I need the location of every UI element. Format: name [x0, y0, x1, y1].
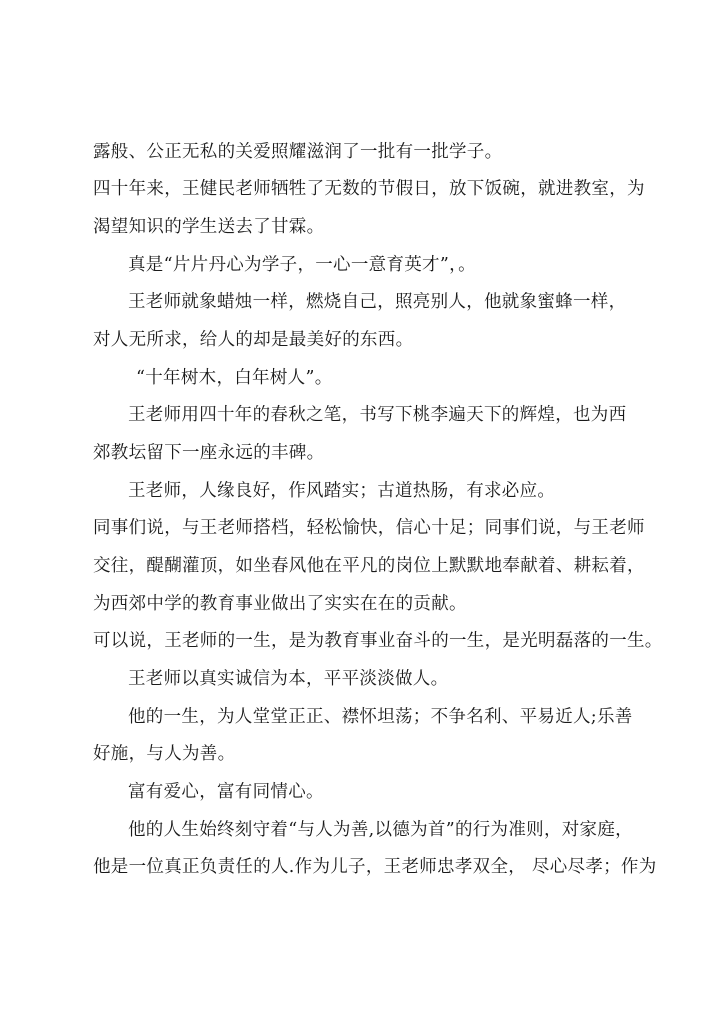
text-line: 对人无所求，给人的却是最美好的东西。	[93, 330, 414, 350]
text-line: 王老师，人缘良好，作风踏实；古道热肠，有求必应。	[128, 481, 556, 501]
text-line: 渴望知识的学生送去了甘霖。	[93, 217, 325, 237]
text-line: 他是一位真正负责任的人.作为儿子，王老师忠孝双全， 尽心尽孝；作为	[93, 857, 657, 877]
text-line: 他的人生始终刻守着“与人为善,以德为首”的行为准则，对家庭，	[128, 820, 633, 840]
text-line: 四十年来，王健民老师牺牲了无数的节假日，放下饭碗，就进教室，为	[93, 179, 645, 199]
text-line: 露般、公正无私的关爱照耀滋润了一批有一批学子。	[93, 142, 503, 162]
text-line: 可以说，王老师的一生，是为教育事业奋斗的一生，是光明磊落的一生。	[93, 631, 663, 651]
text-line: 王老师就象蜡烛一样，燃烧自己，照亮别人，他就象蜜蜂一样，	[128, 292, 627, 312]
text-line: 王老师以真实诚信为本，平平淡淡做人。	[128, 669, 449, 689]
text-line: 他的一生，为人堂堂正正、襟怀坦荡；不争名利、平易近人;乐善	[128, 707, 633, 727]
text-line: 王老师用四十年的春秋之笔，书写下桃李遍天下的辉煌，也为西	[128, 405, 627, 425]
text-line: 好施，与人为善。	[93, 744, 236, 764]
text-line: 富有爱心，富有同情心。	[128, 782, 324, 802]
text-line: 同事们说，与王老师搭档，轻松愉快，信心十足；同事们说，与王老师	[93, 518, 645, 538]
text-line: 为西郊中学的教育事业做出了实实在在的贡献。	[93, 594, 467, 614]
text-line: 交往，醍醐灌顶，如坐春风他在平凡的岗位上默默地奉献着、耕耘着，	[93, 556, 645, 576]
text-line: 真是“片片丹心为学子，一心一意育英才”，。	[128, 255, 476, 275]
text-line: 郊教坛留下一座永远的丰碑。	[93, 443, 325, 463]
text-line: “十年树木，白年树人”。	[136, 368, 333, 388]
